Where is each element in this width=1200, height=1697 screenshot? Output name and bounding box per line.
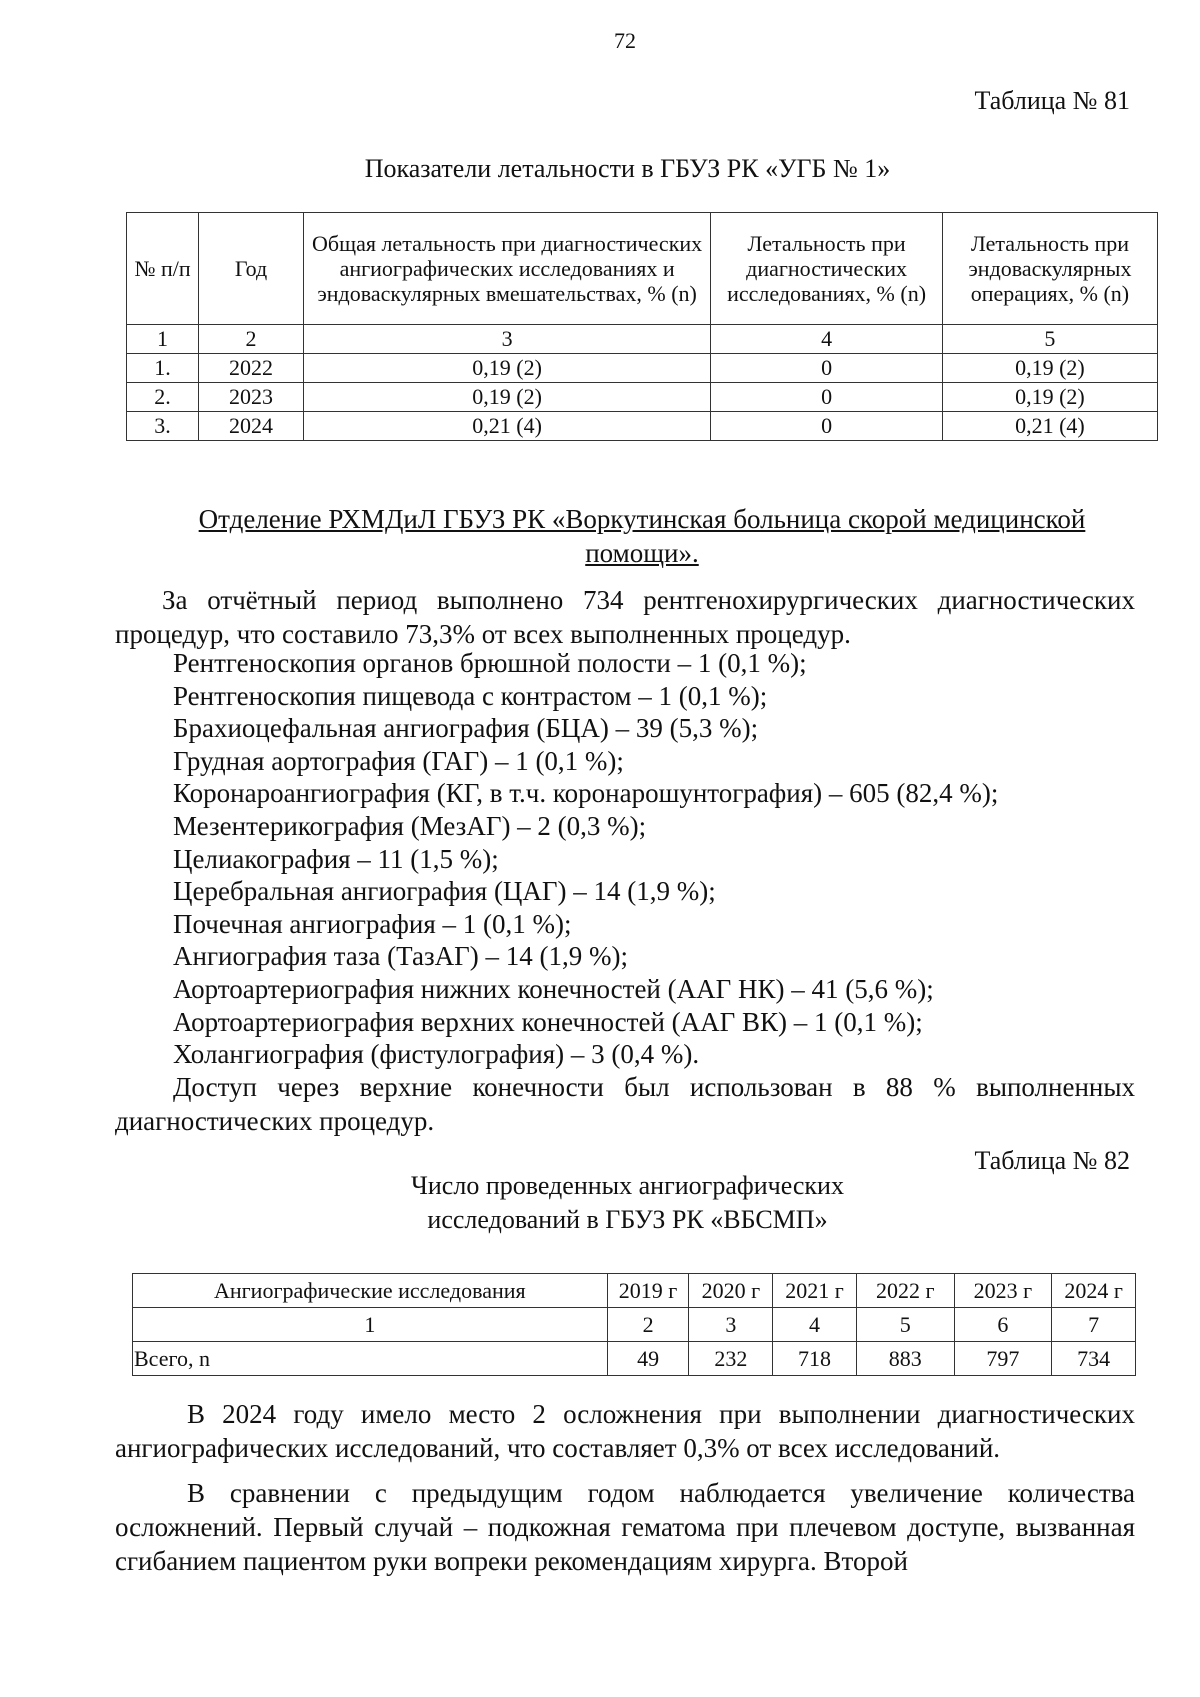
list-item: Грудная аортография (ГАГ) – 1 (0,1 %); bbox=[173, 745, 624, 776]
table-cell: 0,19 (2) bbox=[942, 354, 1157, 383]
column-number-cell: 6 bbox=[954, 1308, 1052, 1342]
column-number-cell: 4 bbox=[711, 325, 943, 354]
column-number-cell: 1 bbox=[133, 1308, 608, 1342]
table-row bbox=[127, 383, 1158, 412]
intro-paragraph bbox=[115, 583, 1135, 651]
header-cell: Летальность при диагностических исследованиях, % (n) bbox=[711, 213, 943, 325]
table-cell: 883 bbox=[856, 1342, 954, 1376]
header-cell: 2021 г bbox=[773, 1274, 857, 1308]
header-cell: 2024 г bbox=[1052, 1274, 1136, 1308]
mortality-table bbox=[126, 212, 1158, 441]
table-row bbox=[133, 1342, 1136, 1376]
list-item: Почечная ангиография – 1 (0,1 %); bbox=[173, 908, 572, 939]
table-cell: 734 bbox=[1052, 1342, 1136, 1376]
table-cell: 2022 bbox=[199, 354, 304, 383]
table-cell: 0,21 (4) bbox=[303, 412, 710, 441]
list-item: Коронароангиография (КГ, в т.ч. коронарошунтография) – 605 (82,4 %); bbox=[173, 778, 999, 809]
complications-text: В 2024 году имело место 2 осложнения при выполнении диагностических ангиографических исследований, что составляет 0,3% от всех исследований. bbox=[115, 1399, 1135, 1463]
table-cell: 1. bbox=[127, 354, 199, 383]
table-cell: 49 bbox=[607, 1342, 689, 1376]
header-cell: № п/п bbox=[127, 213, 199, 325]
table-cell: 0,19 (2) bbox=[942, 383, 1157, 412]
table-cell: 2. bbox=[127, 383, 199, 412]
angiography-count-table bbox=[132, 1273, 1136, 1376]
header-cell: Летальность при эндоваскулярных операциях, % (n) bbox=[942, 213, 1157, 325]
table-row bbox=[127, 354, 1158, 383]
table-cell: 0 bbox=[711, 412, 943, 441]
column-number-cell: 3 bbox=[303, 325, 710, 354]
column-number-cell: 2 bbox=[199, 325, 304, 354]
table-cell: 0 bbox=[711, 383, 943, 412]
table-cell: 0,19 (2) bbox=[303, 354, 710, 383]
column-number-cell: 2 bbox=[607, 1308, 689, 1342]
table-82-title-line: Число проведенных ангиографических bbox=[411, 1171, 844, 1200]
table-cell: 0,21 (4) bbox=[942, 412, 1157, 441]
table-81-title: Показатели летальности в ГБУЗ РК «УГБ № 1» bbox=[364, 154, 891, 183]
comparison-paragraph bbox=[115, 1476, 1135, 1578]
table-cell: 232 bbox=[689, 1342, 773, 1376]
table-cell: Всего, n bbox=[133, 1342, 608, 1376]
table-82-title bbox=[0, 1169, 1200, 1237]
table-cell: 2023 bbox=[199, 383, 304, 412]
access-paragraph bbox=[115, 1070, 1135, 1138]
list-item: Ангиография таза (ТазАГ) – 14 (1,9 %); bbox=[173, 941, 628, 972]
complications-paragraph bbox=[115, 1397, 1135, 1465]
header-cell: 2023 г bbox=[954, 1274, 1052, 1308]
header-cell: 2020 г bbox=[689, 1274, 773, 1308]
column-number-cell: 1 bbox=[127, 325, 199, 354]
table-cell: 797 bbox=[954, 1342, 1052, 1376]
comparison-text: В сравнении с предыдущим годом наблюдается увеличение количества осложнений. Первый случай – подкожная гематома при плечевом доступе, вызванная сгибанием пациентом руки вопреки рекомендациям хирурга. Второй bbox=[115, 1478, 1135, 1576]
table-cell: 0,19 (2) bbox=[303, 383, 710, 412]
page-number: 72 bbox=[614, 28, 636, 53]
table-cell: 2024 bbox=[199, 412, 304, 441]
table-82-label: Таблица № 82 bbox=[974, 1146, 1130, 1175]
header-cell: Ангиографические исследования bbox=[133, 1274, 608, 1308]
table-cell: 718 bbox=[773, 1342, 857, 1376]
list-item: Аортоартериография нижних конечностей (ААГ НК) – 41 (5,6 %); bbox=[173, 973, 934, 1004]
column-number-cell: 4 bbox=[773, 1308, 857, 1342]
list-item: Рентгеноскопия пищевода с контрастом – 1 (0,1 %); bbox=[173, 680, 768, 711]
table-row bbox=[127, 412, 1158, 441]
list-item: Мезентерикография (МезАГ) – 2 (0,3 %); bbox=[173, 810, 647, 841]
header-cell: 2022 г bbox=[856, 1274, 954, 1308]
table-82-title-line: исследований в ГБУЗ РК «ВБСМП» bbox=[427, 1205, 828, 1234]
header-cell: Год bbox=[199, 213, 304, 325]
column-number-row bbox=[133, 1308, 1136, 1342]
table-81-label: Таблица № 81 bbox=[974, 86, 1130, 115]
column-number-cell: 5 bbox=[856, 1308, 954, 1342]
header-cell: 2019 г bbox=[607, 1274, 689, 1308]
list-item: Рентгеноскопия органов брюшной полости – 1 (0,1 %); bbox=[173, 648, 807, 678]
table-cell: 3. bbox=[127, 412, 199, 441]
list-item: Целиакография – 11 (1,5 %); bbox=[173, 843, 499, 874]
list-item: Холангиография (фистулография) – 3 (0,4 %). bbox=[173, 1039, 700, 1070]
table-header-row bbox=[133, 1274, 1136, 1308]
procedure-list bbox=[173, 647, 1135, 1071]
column-number-row bbox=[127, 325, 1158, 354]
access-text: Доступ через верхние конечности был использован в 88 % выполненных диагностических процедур. bbox=[115, 1072, 1135, 1136]
table-header-row bbox=[127, 213, 1158, 325]
list-item: Церебральная ангиография (ЦАГ) – 14 (1,9 %); bbox=[173, 876, 716, 907]
list-item: Брахиоцефальная ангиография (БЦА) – 39 (5,3 %); bbox=[173, 713, 759, 744]
column-number-cell: 7 bbox=[1052, 1308, 1136, 1342]
intro-text: За отчётный период выполнено 734 рентгенохирургических диагностических процедур, что составило 73,3% от всех выполненных процедур. bbox=[115, 585, 1135, 649]
list-item: Аортоартериография верхних конечностей (ААГ ВК) – 1 (0,1 %); bbox=[173, 1006, 923, 1037]
column-number-cell: 3 bbox=[689, 1308, 773, 1342]
section-heading: Отделение РХМДиЛ ГБУЗ РК «Воркутинская больница скорой медицинской помощи». bbox=[198, 504, 1086, 568]
table-cell: 0 bbox=[711, 354, 943, 383]
header-cell: Общая летальность при диагностических ангиографических исследованиях и эндоваскулярных вмешательствах, % (n) bbox=[303, 213, 710, 325]
column-number-cell: 5 bbox=[942, 325, 1157, 354]
